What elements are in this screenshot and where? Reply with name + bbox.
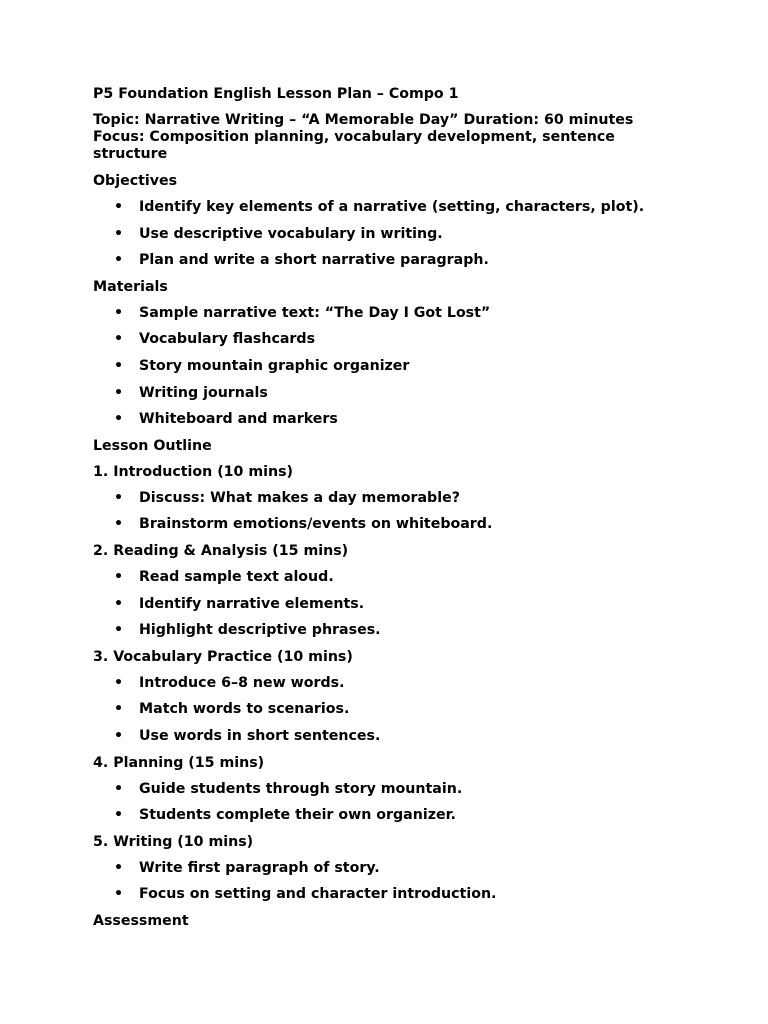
list-item: • Discuss: What makes a day memorable?: [93, 490, 673, 507]
list-item: • Students complete their own organizer.: [93, 807, 673, 824]
materials-list: [93, 305, 673, 428]
document-title: P5 Foundation English Lesson Plan – Compo 1: [93, 86, 459, 102]
list-item: • Writing journals: [93, 385, 673, 402]
outline-section-heading: 4. Planning (15 mins): [93, 754, 265, 771]
outline-section-list: [93, 781, 673, 825]
list-item: • Use words in short sentences.: [93, 728, 673, 745]
list-item: • Use descriptive vocabulary in writing.: [93, 226, 673, 243]
list-item: • Sample narrative text: “The Day I Got Lost”: [93, 305, 673, 322]
objectives-list: [93, 199, 673, 269]
objectives-heading: Objectives: [93, 173, 178, 189]
outline-section-list: [93, 860, 673, 904]
document-body: [93, 86, 673, 939]
list-item: • Match words to scenarios.: [93, 701, 673, 718]
list-item: • Guide students through story mountain.: [93, 781, 673, 798]
lesson-outline-heading: Lesson Outline: [93, 437, 212, 454]
list-item: • Brainstorm emotions/events on whiteboard.: [93, 516, 673, 533]
outline-section-list: [93, 569, 673, 639]
outline-section-heading: 2. Reading & Analysis (15 mins): [93, 542, 349, 559]
list-item: • Introduce 6–8 new words.: [93, 675, 673, 692]
list-item: • Plan and write a short narrative paragraph.: [93, 252, 673, 269]
list-item: • Story mountain graphic organizer: [93, 358, 673, 375]
outline-section-heading: 5. Writing (10 mins): [93, 833, 254, 850]
list-item: • Write first paragraph of story.: [93, 860, 673, 877]
outline-section-list: [93, 675, 673, 745]
list-item: • Highlight descriptive phrases.: [93, 622, 673, 639]
list-item: • Read sample text aloud.: [93, 569, 673, 586]
list-item: • Focus on setting and character introduction.: [93, 886, 673, 903]
list-item: • Vocabulary flashcards: [93, 331, 673, 348]
outline-section-heading: 1. Introduction (10 mins): [93, 463, 294, 480]
list-item: • Identify key elements of a narrative (setting, characters, plot).: [93, 199, 673, 216]
topic-line: Topic: Narrative Writing – “A Memorable Day” Duration: 60 minutes Focus: Composition planning, vocabulary development, sentence structure: [93, 112, 634, 162]
list-item: • Whiteboard and markers: [93, 411, 673, 428]
outline-section-heading: 3. Vocabulary Practice (10 mins): [93, 648, 353, 665]
assessment-heading: Assessment: [93, 912, 189, 929]
materials-heading: Materials: [93, 278, 168, 295]
outline-section-list: [93, 490, 673, 534]
list-item: • Identify narrative elements.: [93, 596, 673, 613]
